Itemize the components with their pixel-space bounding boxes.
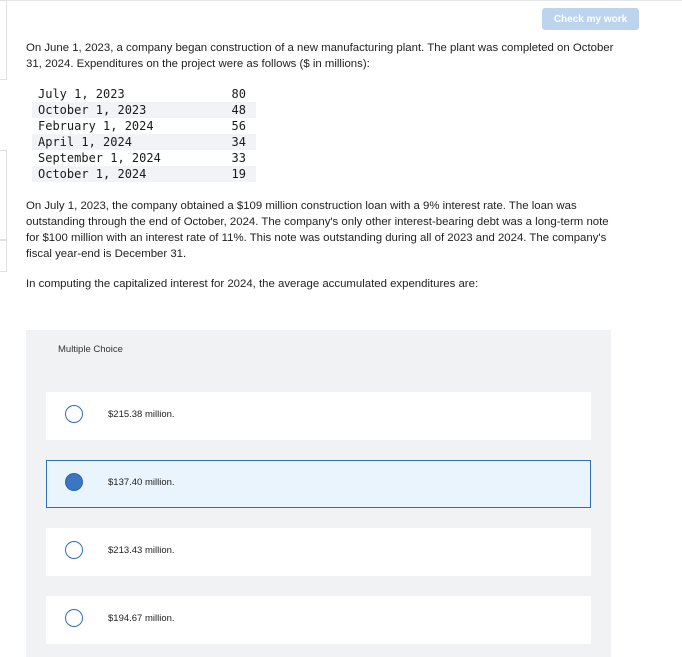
- question-intro: On June 1, 2023, a company began construction of a new manufacturing plant. The plant was completed on October 31, 2024. Expenditures on the project were as follows ($ in millions):: [26, 42, 614, 70]
- expenditure-amount: 19: [194, 166, 256, 182]
- table-row: [32, 150, 256, 166]
- question-prompt: In computing the capitalized interest for 2024, the average accumulated expenditures are:: [26, 278, 479, 290]
- expenditure-amount: 33: [231, 151, 246, 165]
- multiple-choice-panel: [26, 330, 611, 657]
- expenditure-date: October 1, 2024: [32, 166, 194, 182]
- expenditure-date: April 1, 2024: [32, 134, 194, 150]
- multiple-choice-title: Multiple Choice: [58, 344, 123, 355]
- left-side-tab: [0, 150, 7, 240]
- table-row: [32, 134, 256, 150]
- radio-button[interactable]: [65, 541, 83, 559]
- expenditures-table: [32, 86, 256, 182]
- loan-info: On July 1, 2023, the company obtained a $109 million construction loan with a 9% interest rate. The loan was outstanding through the end of October, 2024. The company's only other interest-bearing debt was a long-term note for $100 million with an interest rate of 11%. This note was outstanding during all of 2023 and 2024. The company's fiscal year-end is December 31.: [26, 200, 609, 260]
- table-row: [32, 166, 256, 182]
- expenditure-amount: 34: [194, 134, 256, 150]
- answer-option-label: $215.38 million.: [108, 409, 175, 420]
- answer-option-label: $137.40 million.: [108, 477, 175, 488]
- expenditure-date: October 1, 2023: [32, 102, 194, 118]
- check-my-work-button[interactable]: Check my work: [542, 8, 639, 30]
- expenditure-amount: 56: [231, 119, 246, 133]
- top-divider: [0, 0, 682, 1]
- left-side-tab: [0, 0, 7, 80]
- answer-option-label: $213.43 million.: [108, 545, 175, 556]
- answer-option[interactable]: [46, 528, 591, 576]
- table-row: [32, 86, 256, 102]
- answer-option-selected[interactable]: [46, 460, 591, 508]
- expenditure-amount: 48: [194, 102, 256, 118]
- expenditure-date: July 1, 2023: [38, 87, 125, 101]
- radio-button[interactable]: [65, 405, 83, 423]
- expenditure-date: September 1, 2024: [38, 151, 161, 165]
- expenditure-date: February 1, 2024: [38, 119, 154, 133]
- radio-button-selected[interactable]: [65, 473, 83, 491]
- answer-option[interactable]: [46, 392, 591, 440]
- answer-option-label: $194.67 million.: [108, 613, 175, 624]
- answer-option[interactable]: [46, 596, 591, 644]
- table-row: [32, 102, 256, 118]
- left-side-tab: [0, 240, 7, 272]
- table-row: [32, 118, 256, 134]
- radio-button[interactable]: [65, 609, 83, 627]
- expenditure-amount: 80: [231, 87, 246, 101]
